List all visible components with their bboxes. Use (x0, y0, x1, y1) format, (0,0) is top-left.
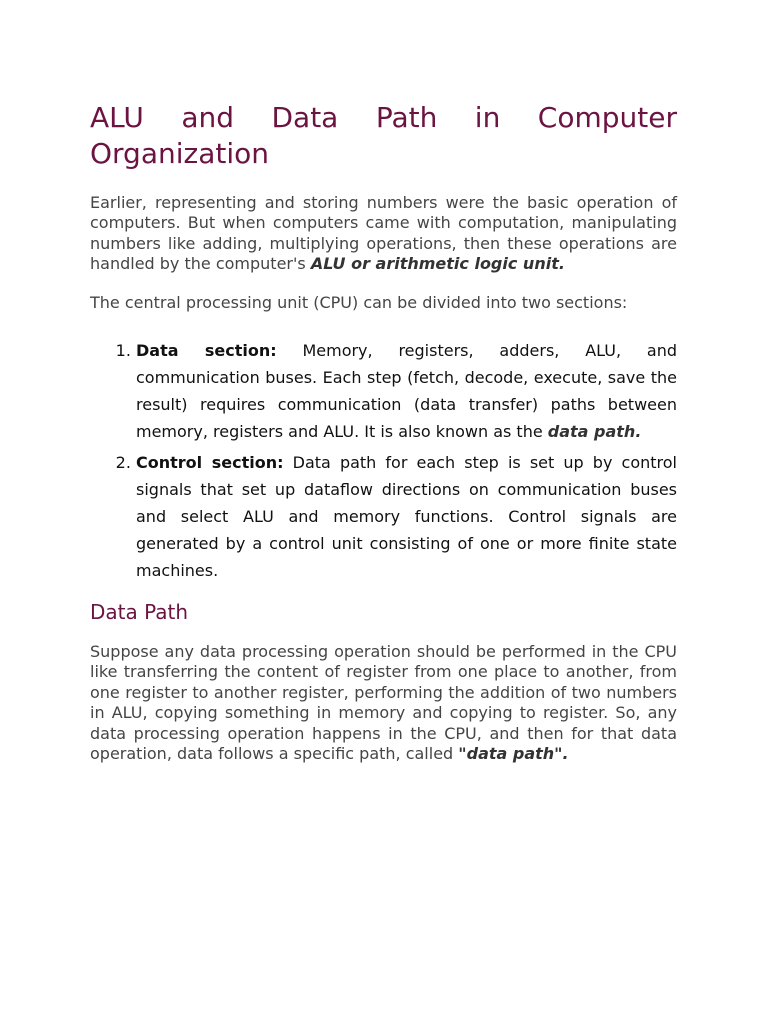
cpu-sections-list (90, 337, 677, 584)
cpu-sections-sentence: The central processing unit (CPU) can be divided into two sections: (90, 292, 628, 312)
intro-text: Earlier, representing and storing numbers were the basic operation of computers. But when computers came with computation, manipulating numbers like adding, multiplying operations, then these operations are handled by the computer's (90, 193, 677, 274)
list-item (136, 337, 677, 445)
section-text: Data path for each step is set up by control signals that set up dataflow directions on communication buses and select ALU and memory functions. Control signals are generated by a control unit consisting of one or more finite state machines. (136, 453, 678, 581)
section-emphasis: data path. (547, 422, 642, 442)
section-heading: Data Path (90, 600, 189, 625)
intro-emphasis: ALU or arithmetic logic unit. (310, 254, 565, 274)
list-item (136, 449, 677, 584)
data-path-paragraph (90, 642, 677, 764)
section-term: Control section: (136, 453, 284, 473)
intro-paragraph (90, 193, 677, 275)
section-term: Data section: (136, 341, 277, 361)
document-page (90, 100, 677, 764)
data-path-emphasis: "data path". (458, 744, 569, 764)
section-text: Memory, registers, adders, ALU, and communication buses. Each step (fetch, decode, execute, save the result) requires communication (data transfer) paths between memory, registers and ALU. It is also known as the (136, 341, 677, 442)
data-path-text: Suppose any data processing operation should be performed in the CPU like transferring the content of register from one place to another, from one register to another register, performing the addition of two numbers in ALU, copying something in memory and copying to register. So, any data processing operation happens in the CPU, and then for that data operation, data follows a specific path, called (90, 642, 677, 764)
page-title: ALU and Data Path in Computer Organization (90, 101, 677, 170)
